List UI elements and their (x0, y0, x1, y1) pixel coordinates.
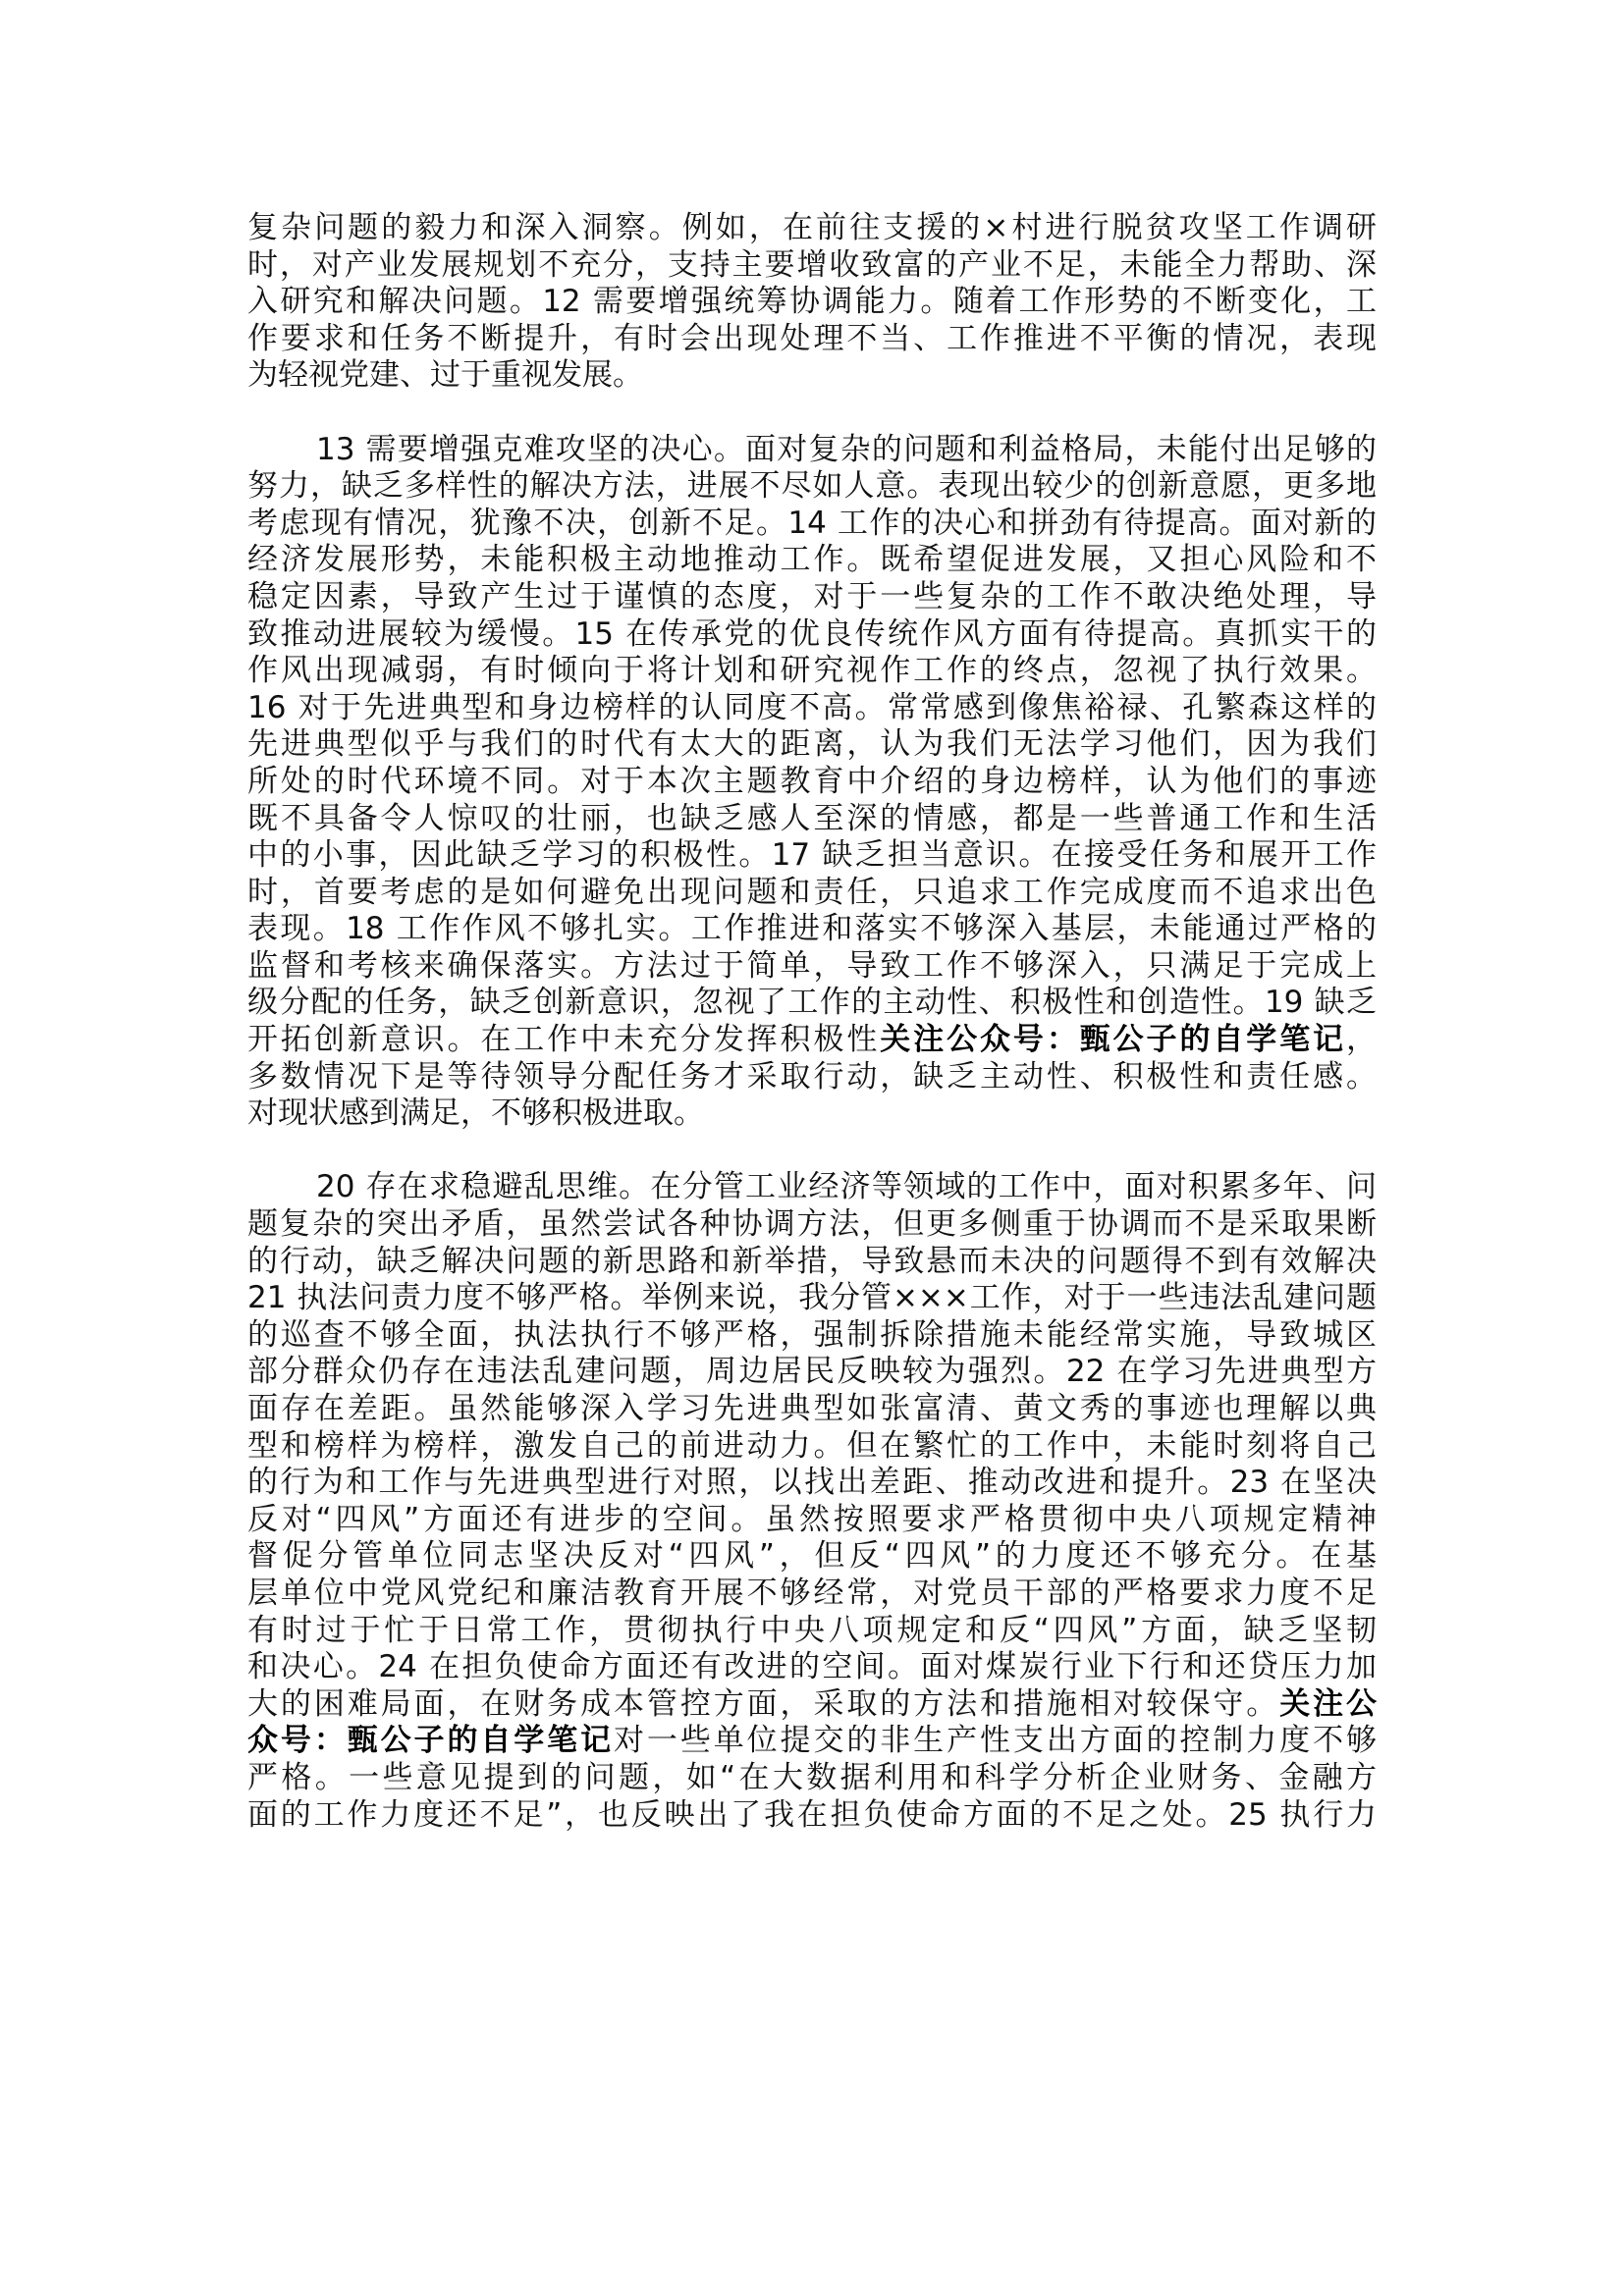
text-line (247, 616, 1377, 654)
body-text: 和决心。24 在担负使命方面还有改进的空间。面对煤炭行业下行和还贷压力加 (247, 1649, 1377, 1685)
text-line (247, 985, 1377, 1022)
body-text: 严格。一些意见提到的问题，如“在大数据利用和科学分析企业财务、金融方 (247, 1759, 1377, 1795)
body-text: 层单位中党风党纪和廉洁教育开展不够经常，对党员干部的严格要求力度不足 (247, 1575, 1377, 1611)
text-line (247, 542, 1377, 579)
watermark-promo-text: 众号：甄公子的自学笔记 (247, 1723, 614, 1759)
text-line (247, 1059, 1377, 1096)
text-line (247, 1797, 1377, 1835)
body-text: 考虑现有情况，犹豫不决，创新不足。14 工作的决心和拼劲有待提高。面对新的 (247, 505, 1377, 541)
watermark-promo-text: 关注公众号：甄公子的自学笔记 (880, 1022, 1347, 1058)
body-text: 努力，缺乏多样性的解决方法，进展不尽如人意。表现出较少的创新意愿，更多地 (247, 468, 1377, 505)
text-line (247, 1686, 1377, 1724)
body-text: 经济发展形势，未能积极主动地推动工作。既希望促进发展，又担心风险和不 (247, 542, 1377, 578)
text-line (247, 1095, 1377, 1133)
body-text: 的巡查不够全面，执法执行不够严格，强制拆除措施未能经常实施，导致城区 (247, 1316, 1377, 1353)
text-line (247, 1538, 1377, 1575)
body-text: 开拓创新意识。在工作中未充分发挥积极性 (247, 1022, 881, 1058)
paragraph-spacer (247, 395, 1377, 432)
body-text: 部分群众仍存在违法乱建问题，周边居民反映较为强烈。22 在学习先进典型方 (247, 1354, 1377, 1390)
text-line (247, 1169, 1377, 1206)
text-line (247, 210, 1377, 247)
text-line (247, 1428, 1377, 1466)
text-line (247, 357, 1377, 395)
paragraph-spacer (247, 1133, 1377, 1170)
body-text: 时，首要考虑的是如何避免出现问题和责任，只追求工作完成度而不追求出色 (247, 874, 1377, 910)
body-text: 13 需要增强克难攻坚的决心。面对复杂的问题和利益格局，未能付出足够的 (316, 431, 1377, 467)
text-line (247, 321, 1377, 358)
body-text: 先进典型似乎与我们的时代有太大的距离，认为我们无法学习他们，因为我们 (247, 726, 1377, 763)
body-text: 16 对于先进典型和身边榜样的认同度不高。常常感到像焦裕禄、孔繁森这样的 (247, 689, 1377, 725)
text-line (247, 1575, 1377, 1613)
body-text: 稳定因素，导致产生过于谨慎的态度，对于一些复杂的工作不敢决绝处理，导 (247, 578, 1377, 614)
body-text: 作风出现减弱，有时倾向于将计划和研究视作工作的终点，忽视了执行效果。 (247, 653, 1377, 689)
body-text: 有时过于忙于日常工作，贯彻执行中央八项规定和反“四风”方面，缺乏坚韧 (247, 1612, 1377, 1648)
body-text: 致推动进展较为缓慢。15 在传承党的优良传统作风方面有待提高。真抓实干的 (247, 615, 1377, 652)
body-text: 督促分管单位同志坚决反对“四风”，但反“四风”的力度还不够充分。在基 (247, 1538, 1377, 1575)
watermark-promo-text: 关注公 (1279, 1685, 1378, 1722)
text-line (247, 1391, 1377, 1428)
text-line (247, 1723, 1377, 1760)
body-text: 为轻视党建、过于重视发展。 (247, 357, 643, 394)
text-line (247, 764, 1377, 801)
body-text: 面的工作力度还不足”，也反映出了我在担负使命方面的不足之处。25 执行力 (247, 1796, 1377, 1833)
body-text: 级分配的任务，缺乏创新意识，忽视了工作的主动性、积极性和创造性。19 缺乏 (247, 985, 1377, 1021)
text-line (247, 653, 1377, 690)
text-line (247, 1613, 1377, 1650)
body-text: 对现状感到满足，不够积极进取。 (247, 1095, 704, 1132)
body-text: 时，对产业发展规划不充分，支持主要增收致富的产业不足，未能全力帮助、深 (247, 246, 1377, 283)
text-line (247, 1022, 1377, 1059)
text-line (247, 1280, 1377, 1317)
text-line (247, 911, 1377, 948)
body-text: ， (1346, 1022, 1378, 1058)
body-text: 的行为和工作与先进典型进行对照，以找出差距、推动改进和提升。23 在坚决 (247, 1465, 1377, 1501)
text-line (247, 468, 1377, 506)
body-text: 复杂问题的毅力和深入洞察。例如，在前往支援的×村进行脱贫攻坚工作调研 (247, 210, 1377, 245)
body-text: 既不具备令人惊叹的壮丽，也缺乏感人至深的情感，都是一些普通工作和生活 (247, 800, 1377, 836)
text-line (247, 432, 1377, 469)
body-text: 入研究和解决问题。12 需要增强统筹协调能力。随着工作形势的不断变化，工 (247, 284, 1377, 320)
text-line (247, 1317, 1377, 1355)
text-line (247, 1354, 1377, 1391)
body-text: 大的困难局面，在财务成本管控方面，采取的方法和措施相对较保守。 (247, 1685, 1280, 1722)
body-text: 面存在差距。虽然能够深入学习先进典型如张富清、黄文秀的事迹也理解以典 (247, 1391, 1377, 1426)
text-line (247, 506, 1377, 543)
text-line (247, 1649, 1377, 1686)
text-line (247, 247, 1377, 285)
text-line (247, 726, 1377, 764)
body-text: 的行动，缺乏解决问题的新思路和新举措，导致悬而未决的问题得不到有效解决 (247, 1243, 1377, 1279)
text-line (247, 1244, 1377, 1281)
text-line (247, 801, 1377, 838)
text-line (247, 837, 1377, 875)
body-text: 反对“四风”方面还有进步的空间。虽然按照要求严格贯彻中央八项规定精神 (247, 1501, 1377, 1537)
paragraph (247, 1169, 1377, 1834)
document-page (247, 210, 1377, 1834)
text-line (247, 579, 1377, 616)
text-line (247, 1206, 1377, 1244)
text-line (247, 690, 1377, 727)
body-text: 表现。18 工作作风不够扎实。工作推进和落实不够深入基层，未能通过严格的 (247, 911, 1377, 947)
body-text: 监督和考核来确保落实。方法过于简单，导致工作不够深入，只满足于完成上 (247, 947, 1377, 984)
text-line (247, 875, 1377, 912)
body-text: 21 执法问责力度不够严格。举例来说，我分管×××工作，对于一些违法乱建问题 (247, 1280, 1377, 1316)
paragraph (247, 432, 1377, 1133)
body-text: 多数情况下是等待领导分配任务才采取行动，缺乏主动性、积极性和责任感。 (247, 1058, 1377, 1095)
text-line (247, 948, 1377, 986)
body-text: 型和榜样为榜样，激发自己的前进动力。但在繁忙的工作中，未能时刻将自己 (247, 1427, 1377, 1464)
text-line (247, 1760, 1377, 1797)
body-text: 对一些单位提交的非生产性支出方面的控制力度不够 (614, 1723, 1377, 1759)
body-text: 中的小事，因此缺乏学习的积极性。17 缺乏担当意识。在接受任务和展开工作 (247, 837, 1377, 874)
text-line (247, 1502, 1377, 1539)
body-text: 题复杂的突出矛盾，虽然尝试各种协调方法，但更多侧重于协调而不是采取果断 (247, 1206, 1377, 1243)
paragraph (247, 210, 1377, 395)
text-line (247, 284, 1377, 321)
text-line (247, 1465, 1377, 1502)
body-text: 所处的时代环境不同。对于本次主题教育中介绍的身边榜样，认为他们的事迹 (247, 763, 1377, 799)
body-text: 作要求和任务不断提升，有时会出现处理不当、工作推进不平衡的情况，表现 (247, 320, 1377, 356)
body-text: 20 存在求稳避乱思维。在分管工业经济等领域的工作中，面对积累多年、问 (316, 1169, 1377, 1205)
